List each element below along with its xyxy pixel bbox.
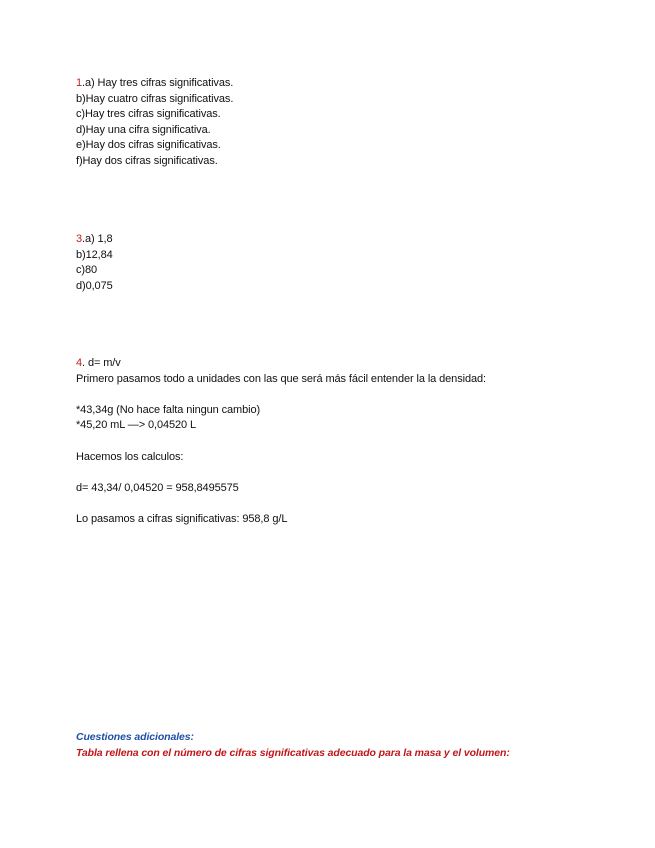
- answer-4-calculation: d= 43,34/ 0,04520 = 958,8495575: [76, 481, 239, 494]
- question-number: 3: [76, 233, 83, 245]
- additional-heading: Cuestiones adicionales:: [76, 731, 194, 743]
- answer-3: [76, 232, 113, 294]
- answer-1: [76, 76, 233, 170]
- answer-4-intro: Primero pasamos todo a unidades con las que será más fácil entender la la densidad:: [76, 372, 486, 385]
- additional-subheading: Tabla rellena con el número de cifras significativas adecuado para la masa y el volumen:: [76, 746, 510, 759]
- answer-4-volume: *45,20 mL —> 0,04520 L: [76, 419, 197, 432]
- answer-4-result: Lo pasamos a cifras significativas: 958,8 g/L: [76, 512, 288, 525]
- answer-4-formula: 4. d= m/v: [76, 357, 121, 369]
- answer-1-line-f: f)Hay dos cifras significativas.: [76, 154, 218, 167]
- answer-3-line-c: c)80: [76, 264, 97, 277]
- answer-1-line-d: d)Hay una cifra significativa.: [76, 123, 211, 136]
- answer-1-line-b: b)Hay cuatro cifras significativas.: [76, 92, 234, 105]
- answer-1-line-c: c)Hay tres cifras significativas.: [76, 108, 221, 121]
- answer-3-line-b: b)12,84: [76, 248, 113, 261]
- answer-4-mass: *43,34g (No hace falta ningun cambio): [76, 403, 261, 416]
- question-number: 4: [76, 357, 83, 369]
- answer-1-line-e: e)Hay dos cifras significativas.: [76, 139, 221, 152]
- answer-1-line-a: 1.a) Hay tres cifras significativas.: [76, 77, 234, 89]
- answer-4-calc-label: Hacemos los calculos:: [76, 450, 184, 463]
- answer-3-line-a: 3.a) 1,8: [76, 233, 113, 245]
- additional-questions: [76, 730, 510, 761]
- answer-4: [76, 356, 486, 528]
- question-number: 1: [76, 77, 83, 89]
- answer-3-line-d: d)0,075: [76, 279, 113, 292]
